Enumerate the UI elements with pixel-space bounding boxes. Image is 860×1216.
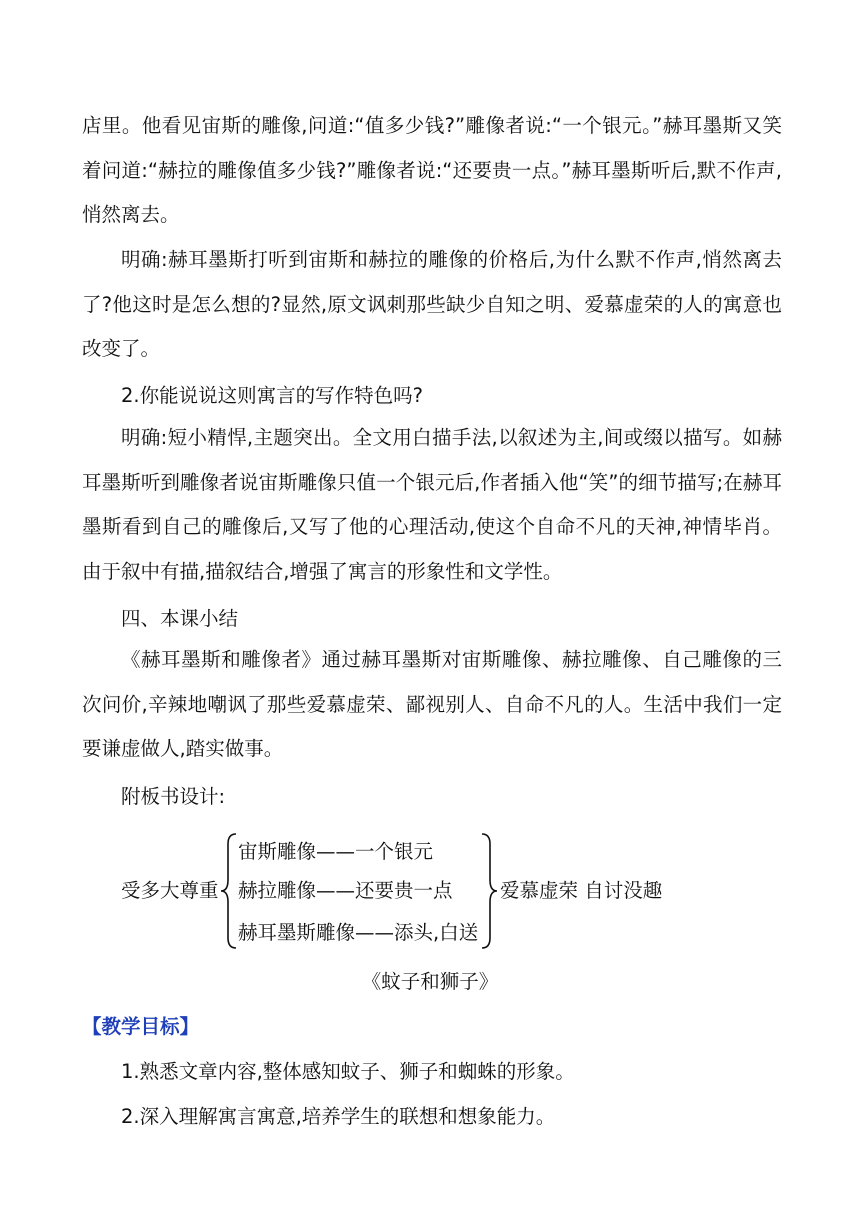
section-heading-summary: 四、本课小结 (121, 607, 239, 630)
paragraph-answer-2: 明确:短小精悍,主题突出。全文用白描手法,以叙述为主,间或缀以描写。如赫耳墨斯听到雕像者说宙斯雕像只值一个银元后,作者插入他“笑”的细节描写;在赫耳墨斯看到自己的雕像后,又写了他的心理活动,使这个自命不凡的天神,神情毕肖。由于叙中有描,描叙结合,增强了寓言的形象性和文学性。 (82, 426, 782, 583)
teaching-goals-heading: 【教学目标】 (82, 1015, 200, 1038)
board-design-label: 附板书设计: (121, 785, 226, 808)
paragraph-story-end: 店里。他看见宙斯的雕像,问道:“值多少钱?”雕像者说:“一个银元。”赫耳墨斯又笑着问道:“赫拉的雕像值多少钱?”雕像者说:“还要贵一点。”赫耳墨斯听后,默不作声,悄然离去。 (82, 114, 782, 226)
goal-2: 2.深入理解寓言寓意,培养学生的联想和想象能力。 (121, 1105, 556, 1128)
board-row-hera: 赫拉雕像——还要贵一点 (238, 879, 453, 902)
goal-1: 1.熟悉文章内容,整体感知蚊子、狮子和蜘蛛的形象。 (121, 1060, 575, 1083)
board-right-label: 爱慕虚荣 自讨没趣 (500, 879, 663, 902)
lesson-title: 《蚊子和狮子》 (361, 970, 499, 993)
board-row-zeus: 宙斯雕像——一个银元 (238, 840, 434, 863)
paragraph-answer-1: 明确:赫耳墨斯打听到宙斯和赫拉的雕像的价格后,为什么默不作声,悄然离去了?他这时是怎么想的?显然,原文讽刺那些缺少自知之明、爱慕虚荣的人的寓意也改变了。 (82, 248, 782, 360)
left-brace-icon (220, 832, 238, 950)
board-left-label: 受多大尊重 (121, 879, 219, 902)
question-2: 2.你能说说这则寓言的写作特色吗? (121, 384, 423, 407)
right-brace-icon (480, 832, 498, 950)
paragraph-summary: 《赫耳墨斯和雕像者》通过赫耳墨斯对宙斯雕像、赫拉雕像、自己雕像的三次问价,辛辣地嘲讽了那些爱慕虚荣、鄙视别人、自命不凡的人。生活中我们一定要谦虚做人,踏实做事。 (82, 648, 782, 760)
board-row-hermes: 赫耳墨斯雕像——添头,白送 (238, 921, 479, 944)
